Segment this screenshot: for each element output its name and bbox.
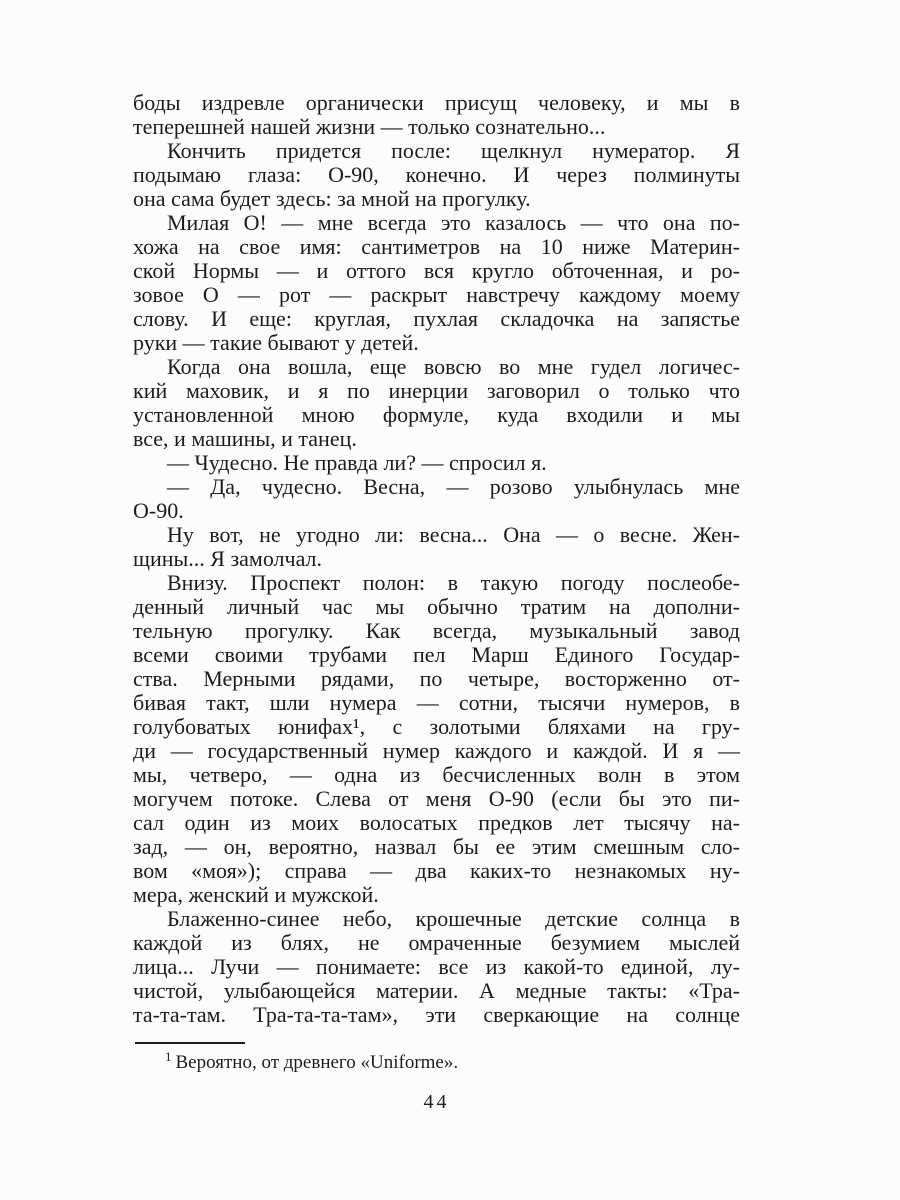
text-line: лица... Лучи — понимаете: все из какой-то единой, лу- <box>133 954 740 979</box>
text-line: сал один из моих волосатых предков лет тысячу на- <box>133 810 740 835</box>
text-line: кий маховик, и я по инерции заговорил о только что <box>133 378 740 403</box>
text-line: каждой из блях, не омраченные безумием мыслей <box>133 930 740 955</box>
text-line: денный личный час мы обычно тратим на дополни- <box>133 594 740 619</box>
text-line: подымаю глаза: О-90, конечно. И через полминуты <box>133 162 740 187</box>
text-line: чистой, улыбающейся материи. А медные такты: «Тра- <box>133 978 740 1003</box>
text-line: мы, четверо, — одна из бесчисленных волн в этом <box>133 762 740 787</box>
text-line: мера, женский и мужской. <box>133 882 379 907</box>
footnote-marker: 1 <box>165 1048 172 1064</box>
body-text <box>133 91 740 1027</box>
text-line: Когда она вошла, еще вовсю во мне гудел логичес- <box>167 354 740 379</box>
text-line: Ну вот, не угодно ли: весна... Она — о весне. Жен- <box>167 522 740 547</box>
text-line: вом «моя»); справа — два каких-то незнакомых ну- <box>133 858 740 883</box>
text-line: — Да, чудесно. Весна, — розово улыбнулась мне <box>167 474 740 499</box>
text-line: та-та-там. Тра-та-та-там», эти сверкающие на солнце <box>133 1002 740 1027</box>
text-line: Милая О! — мне всегда это казалось — что она по- <box>167 210 740 235</box>
text-line: слову. И еще: круглая, пухлая складочка на запястье <box>133 306 740 331</box>
text-line: О-90. <box>133 498 184 523</box>
text-line: все, и машины, и танец. <box>133 426 357 451</box>
text-line: голубоватых юнифах¹, с золотыми бляхами на гру- <box>133 714 740 739</box>
text-line: могучем потоке. Слева от меня О-90 (если бы это пи- <box>133 786 740 811</box>
footnote-rule <box>135 1042 245 1044</box>
text-line: руки — такие бывают у детей. <box>133 330 419 355</box>
text-line: зад, — он, вероятно, назвал бы ее этим смешным сло- <box>133 834 740 859</box>
text-line: зовое О — рот — раскрыт навстречу каждому моему <box>133 282 740 307</box>
text-line: установленной мною формуле, куда входили и мы <box>133 402 740 427</box>
text-line: она сама будет здесь: за мной на прогулку. <box>133 186 531 211</box>
footnote <box>133 1048 740 1075</box>
text-line: ства. Мерными рядами, по четыре, восторженно от- <box>133 666 740 691</box>
text-line: Внизу. Проспект полон: в такую погоду послеобе- <box>167 570 740 595</box>
text-line: тельную прогулку. Как всегда, музыкальный завод <box>133 618 740 643</box>
text-line: — Чудесно. Не правда ли? — спросил я. <box>167 450 547 475</box>
text-line: теперешней нашей жизни — только сознательно... <box>133 114 606 139</box>
text-line: щины... Я замолчал. <box>133 546 323 571</box>
text-line: ди — государственный нумер каждого и каждой. И я — <box>133 738 740 763</box>
page-number: 44 <box>423 1091 450 1113</box>
text-line: ской Нормы — и оттого вся кругло обточенная, и ро- <box>133 258 740 283</box>
text-line: хожа на свое имя: сантиметров на 10 ниже Материн- <box>133 234 740 259</box>
text-line: боды издревле органически присущ человеку, и мы в <box>133 90 740 115</box>
footnote-text: Вероятно, от древнего «Uniforme». <box>175 1052 459 1073</box>
text-line: Блаженно-синее небо, крошечные детские солнца в <box>167 906 740 931</box>
text-line: бивая такт, шли нумера — сотни, тысячи нумеров, в <box>133 690 740 715</box>
text-line: Кончить придется после: щелкнул нумератор. Я <box>167 138 740 163</box>
text-line: всеми своими трубами пел Марш Единого Государ- <box>133 642 740 667</box>
